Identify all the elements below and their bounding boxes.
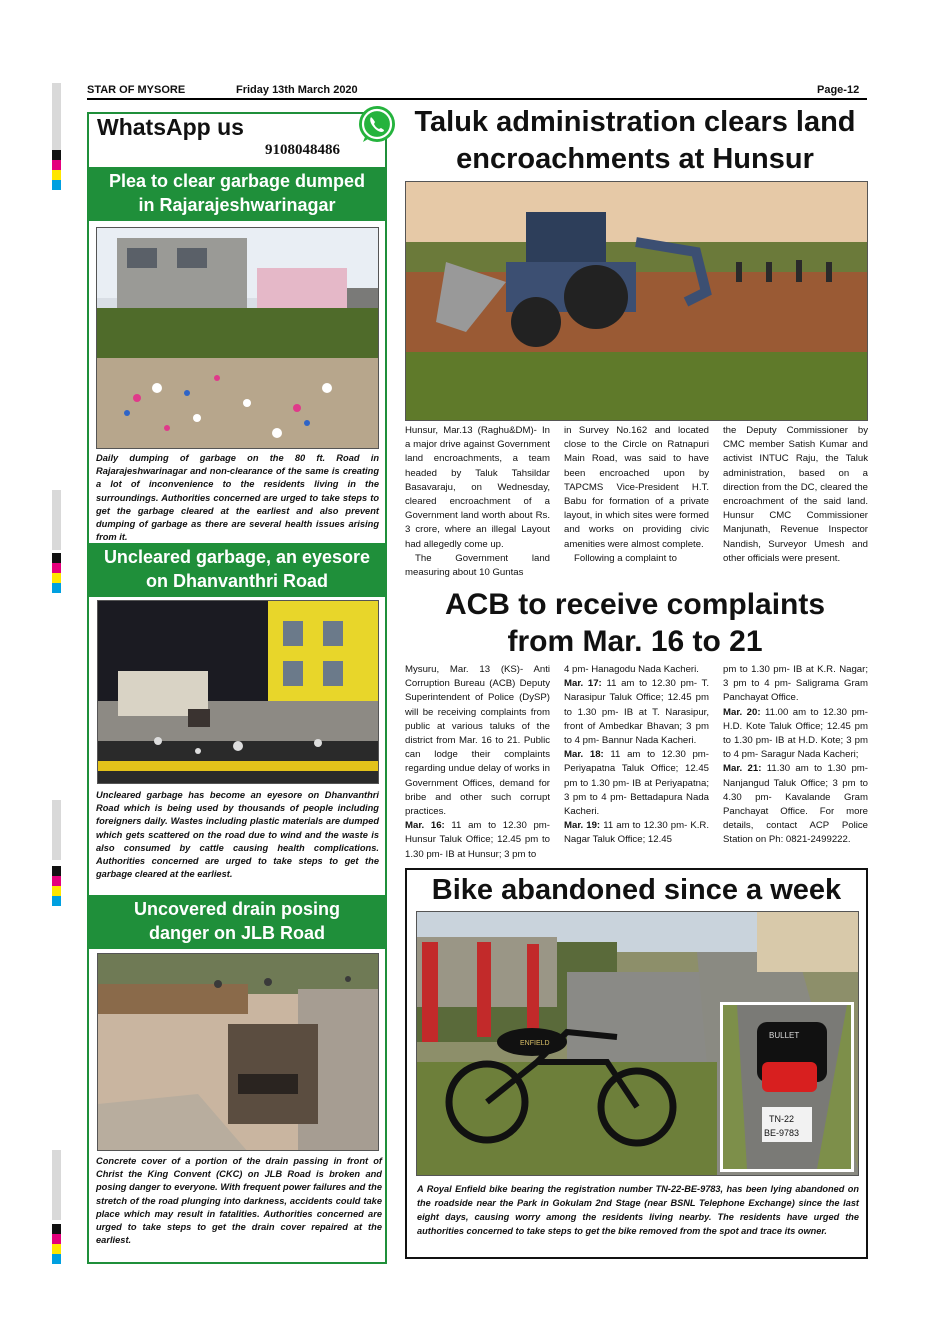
caption-bike: A Royal Enfield bike bearing the registration number TN-22-BE-9783, has been lying abandoned on the roadside near the Park in Gokulam 2nd Stage (near BSNL Telephone Exchange) since the last eight days, causing worry among the residents living nearby. The residents have urged the authorities concerned to take steps to get the bike removed from the spot and trace its owner.: [417, 1184, 859, 1236]
tank-text: ENFIELD: [520, 1040, 550, 1047]
taluk-col-1-text: Hunsur, Mar.13 (Raghu&DM)- In a major drive against Government land encroachments, a team headed by Taluk Tahsildar Basavaraju, on Wednesday, cleared encroachment of a Government land worth about Rs. 3 crore, where an illegal Layout had allegedly come up.: [405, 425, 550, 550]
headline-bike: Bike abandoned since a week: [431, 874, 842, 906]
taluk-col-2-text-b: Following a complaint to: [574, 552, 677, 564]
acb-mar18-text: 11 am to 12.30 pm- Periyapatna Taluk Office; 12.45 pm to 1.30 pm- IB at Periyapatna; 3 pm to 4 pm- Bettadapura Nada Kacheri.: [564, 749, 709, 818]
headline-rajarajeshwarinagar: [87, 167, 387, 221]
margin-mark-black: [52, 553, 61, 563]
margin-mark-cyan: [52, 1254, 61, 1264]
headline-line-2: in Rajarajeshwarinagar: [138, 195, 336, 215]
garbage-photo: [96, 227, 379, 449]
caption-rajarajeshwarinagar: Daily dumping of garbage on the 80 ft. Road in Rajarajeshwarinagar and non-clearance of the same is creating a lot of inconvenience to the residents living in the surroundings. Authorities concerned are urged to take steps to get the garbage cleared at the earliest and also prevent dumping of garbage as there are several health issues arising from it.: [96, 453, 379, 543]
plate-line-1: TN-22: [769, 1114, 795, 1124]
headline-line-1: Uncovered drain posing: [133, 899, 341, 919]
margin-mark-yellow: [52, 1244, 61, 1254]
issue-date: Friday 13th March 2020: [236, 84, 358, 96]
margin-mark-magenta: [52, 563, 61, 573]
acb-mar21-label: Mar. 21:: [723, 763, 762, 775]
whatsapp-icon: [357, 104, 397, 146]
margin-grey-strip: [52, 800, 61, 860]
paper-name: STAR OF MYSORE: [87, 84, 186, 96]
header-rule: [87, 98, 867, 100]
margin-mark-cyan: [52, 583, 61, 593]
acb-col-2: [564, 663, 709, 848]
acb-col-3: [723, 663, 868, 848]
plate-line-2: BE-9783: [764, 1128, 800, 1138]
margin-grey-strip: [52, 490, 61, 550]
acb-col-1: [405, 663, 550, 862]
taluk-col-3: the Deputy Commissioner by CMC member Satish Kumar and activist INTUC Raju, the Taluk administration, based on a direction from the DC, cleared the encroachment of the said land. Hunsur CMC Commissioner Manjunath, Revenue Inspector Nandish, Surveyor Umesh and other officials were present.: [723, 425, 868, 564]
margin-mark-magenta: [52, 1234, 61, 1244]
margin-mark-yellow: [52, 886, 61, 896]
taluk-col-2: [564, 424, 709, 566]
whatsapp-title: WhatsApp us: [97, 114, 244, 140]
headline-taluk: [400, 104, 870, 178]
margin-mark-yellow: [52, 573, 61, 583]
caption-dhanvanthri: Uncleared garbage has become an eyesore on Dhanvanthri Road which is being used by thousands of people including foreigners daily. Wastes including plastic materials are dumped which gets scattered on the road due to wind and the waste is also consumed by cattle causing health complications. Authorities concerned are urged to take steps to get the garbage cleared at the earliest.: [96, 790, 379, 880]
acb-mar16-label: Mar. 16:: [405, 820, 445, 832]
margin-mark-black: [52, 866, 61, 876]
headline-line-2: encroachments at Hunsur: [456, 143, 814, 175]
margin-grey-strip: [52, 1150, 61, 1220]
acb-mar21-text: 11.30 am to 1.30 pm- Nanjangud Taluk Office; 3 pm to 4.30 pm- Kavalande Gram Panchayat Office. For more details, contact ACP Police Station on Ph: 0821-2499222.: [723, 763, 868, 846]
margin-mark-yellow: [52, 170, 61, 180]
taluk-col-1: [405, 424, 550, 580]
page-number: Page-12: [817, 84, 860, 96]
margin-mark-magenta: [52, 876, 61, 886]
headline-line-1: ACB to receive complaints: [444, 588, 826, 621]
headline-dhanvanthri: [87, 543, 387, 597]
headline-line-1: Uncleared garbage, an eyesore: [103, 547, 371, 567]
acb-mar17-label: Mar. 17:: [564, 678, 602, 690]
headline-acb: [400, 586, 870, 660]
taluk-col-2-text: in Survey No.162 and located close to the Circle on Ratnapuri Main Road, was said to have been encroached upon by TAPCMS Vice-President H.T. Babu for formation of a private layout, in which sites were formed and works on providing civic amenities were almost complete.: [564, 425, 709, 550]
bullet-brand: BULLET: [769, 1031, 800, 1040]
margin-mark-cyan: [52, 896, 61, 906]
margin-mark-magenta: [52, 160, 61, 170]
headline-line-2: danger on JLB Road: [148, 923, 325, 943]
headline-line-1: Plea to clear garbage dumped: [108, 171, 366, 191]
acb-mar19-text: 11 am to 12.30 pm- K.R. Nagar Taluk Office; 12.45: [564, 820, 710, 846]
headline-line-1: Taluk administration clears land: [414, 106, 856, 138]
acb-col-3-text: pm to 1.30 pm- IB at K.R. Nagar; 3 pm to 4 pm- Saligrama Gram Panchayat Office.: [723, 664, 868, 704]
taluk-col-1-text-b: The Government land measuring about 10 Guntas: [405, 552, 550, 579]
acb-mar20-label: Mar. 20:: [723, 706, 761, 718]
margin-mark-black: [52, 1224, 61, 1234]
whatsapp-number: 9108048486: [265, 142, 340, 158]
drain-photo: [97, 953, 379, 1151]
headline-jlb-road: [87, 895, 387, 949]
caption-jlb-road: Concrete cover of a portion of the drain passing in front of Christ the King Convent (CKC) on JLB Road is broken and posing danger to everyone. With frequent power failures and the stretch of the road plunging into darkness, accidents could take place which may result in fatalities. Authorities concerned are urged to take steps to get the drain cover repaired at the earliest.: [96, 1156, 382, 1246]
acb-col-2-text: 4 pm- Hanagodu Nada Kacheri.: [564, 664, 699, 675]
acb-mar16-text: 11 am to 12.30 pm- Hunsur Taluk Office; 12.45 pm to 1.30 pm- IB at Hunsur; 3 pm to: [405, 820, 550, 860]
acb-col-1-text: Mysuru, Mar. 13 (KS)- Anti Corruption Bureau (ACB) Deputy Superintendent of Police (DySP) will be receiving complaints from public at various taluks of the district from Mar. 16 to 21. Public can lodge their complaints regarding undue delay of works in Government Offices, demand for bribe and other such corrupt practices.: [405, 664, 550, 818]
margin-mark-cyan: [52, 180, 61, 190]
acb-mar20-text: 11.00 am to 12.30 pm- H.D. Kote Taluk Office; 12.45 pm to 1.30 pm- IB at H.D. Kote; 3 pm to 4 pm- Saragur Nada Kacheri;: [723, 706, 868, 761]
headline-line-2: on Dhanvanthri Road: [145, 571, 328, 591]
margin-grey-strip: [52, 83, 61, 153]
acb-mar17-text: 11 am to 12.30 pm- T. Narasipur Taluk Office; 12.45 pm to 1.30 pm- IB at T. Narasipur, front of Ambedkar Bhavan; 3 pm to 4 pm- Bannur Nada Kacheri.: [564, 678, 709, 747]
acb-mar18-label: Mar. 18:: [564, 749, 604, 761]
dhanvanthri-photo: [97, 600, 379, 784]
headline-line-2: from Mar. 16 to 21: [507, 625, 763, 658]
margin-mark-black: [52, 150, 61, 160]
bike-photo: [416, 911, 859, 1176]
acb-mar19-label: Mar. 19:: [564, 820, 601, 832]
jcb-photo: [405, 181, 868, 421]
